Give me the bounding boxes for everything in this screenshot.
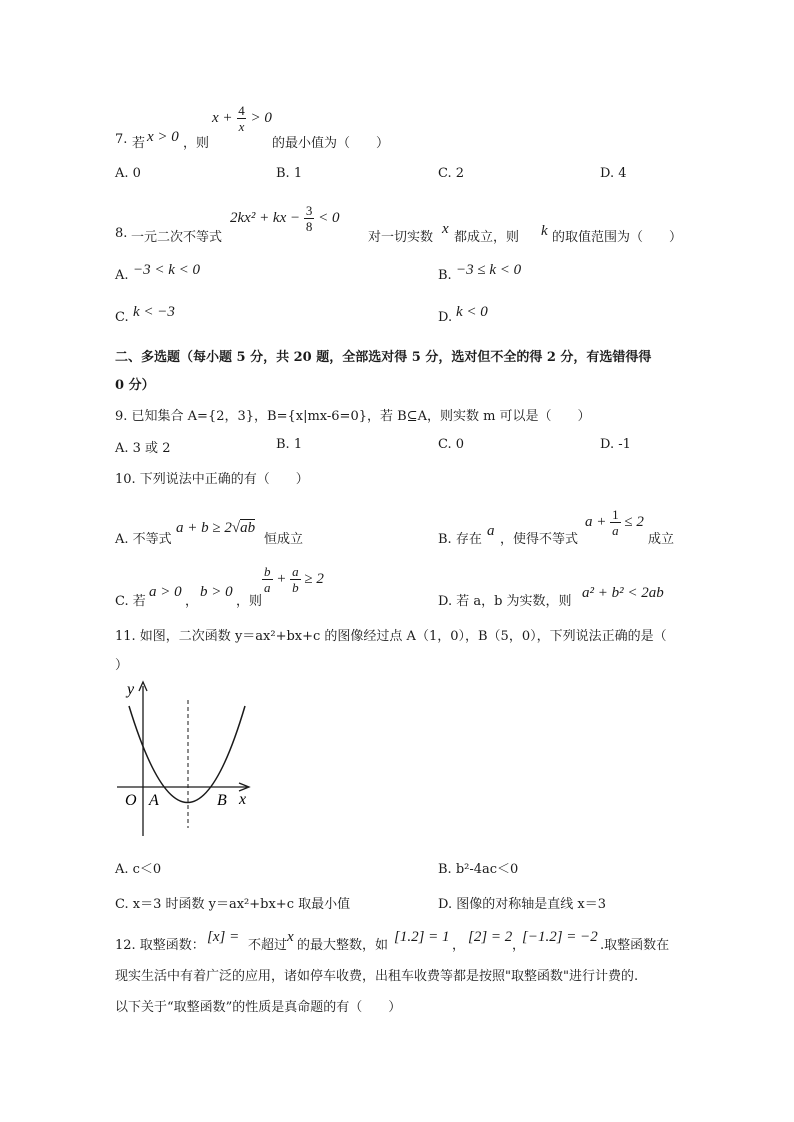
graph-point-b-label: B: [217, 792, 227, 809]
q10-option-d-expr: a² + b² < 2ab: [582, 585, 664, 601]
q10-c-plus: +: [276, 570, 287, 587]
q8-var-x: x: [442, 221, 449, 237]
q11-option-d: D. 图像的对称轴是直线 x＝3: [438, 897, 606, 912]
graph-x-label: x: [239, 791, 247, 808]
q8-stem-middle2: 都成立，则: [454, 230, 520, 245]
q8-stem-prefix: 一元二次不等式: [131, 230, 223, 245]
graph-point-a-label: A: [149, 792, 159, 809]
q8-number: 8.: [115, 226, 128, 241]
q8-stem-suffix: 的取值范围为（ ）: [552, 230, 683, 245]
q11-parabola-graph: [115, 678, 255, 840]
q9-option-c: C. 0: [438, 437, 465, 452]
q11-option-b: B. b²-4ac＜0: [438, 862, 519, 877]
section2-heading-line2: 0 分）: [115, 378, 155, 393]
q7-option-a: A. 0: [115, 166, 141, 181]
q11-stem-line2: ）: [115, 658, 129, 673]
q8-fraction: [304, 204, 315, 233]
q11-option-a: A. c＜0: [115, 862, 162, 877]
q10-c-fraction2: [290, 565, 301, 594]
q9-option-a: A. 3 或 2: [115, 441, 171, 456]
q12-line3: 以下关于“取整函数”的性质是真命题的有（ ）: [115, 1000, 402, 1015]
q12-example-3: [−1.2] = −2: [522, 929, 598, 945]
q10-c-frac1-num: b: [264, 564, 271, 579]
q7-frac-num: 4: [238, 103, 245, 118]
q7-option-d: D. 4: [600, 166, 627, 181]
q10-option-b-label: B. 存在: [438, 532, 482, 547]
q8-option-d-expr: k < 0: [456, 304, 488, 320]
q10-option-c-mid: ，则: [236, 594, 263, 609]
q10-c-fraction1: [262, 565, 273, 594]
q7-expression: [212, 104, 272, 133]
q8-option-b-expr: −3 ≤ k < 0: [456, 262, 522, 278]
q10-b-expr-tail: ≤ 2: [624, 513, 644, 530]
q10-option-a-tail: 恒成立: [264, 532, 304, 547]
q7-stem-suffix: 的最小值为（ ）: [272, 136, 390, 151]
q12-line2: 现实生活中有着广泛的应用，诸如停车收费，出租车收费等都是按照"取整函数"进行计费的.: [115, 969, 639, 984]
q10-b-expr-lead: a +: [585, 513, 607, 530]
q12-example-1: [1.2] = 1: [394, 929, 450, 945]
q10-option-c-label: C. 若: [115, 594, 146, 609]
q12-sep-2: ，: [512, 938, 526, 953]
q8-stem-middle: 对一切实数: [368, 230, 434, 245]
q7-expr-tail: > 0: [250, 109, 272, 126]
q10-option-a-label: A. 不等式: [115, 532, 172, 547]
q9-stem: 9. 已知集合 A={2，3}，B={x|mx-6=0}，若 B⊆A，则实数 m 可以是（ ）: [115, 409, 591, 424]
q10-a-expr-lead: a + b ≥ 2: [176, 520, 232, 536]
q10-option-c-cond1: a > 0: [149, 584, 182, 600]
q7-frac-den: x: [238, 119, 245, 134]
q10-option-b-mid: ，使得不等式: [500, 532, 579, 547]
q12-def-text-b: 的最大整数，如: [297, 938, 389, 953]
q12-def-var: x: [287, 929, 294, 945]
q7-condition: x > 0: [147, 129, 179, 145]
q12-def-text-a: 不超过: [248, 938, 288, 953]
q7-option-c: C. 2: [438, 166, 465, 181]
q7-expr-lead: x +: [212, 109, 233, 126]
q8-option-d-label: D.: [438, 310, 453, 325]
q7-stem-prefix: 若: [132, 136, 146, 151]
q11-option-c: C. x＝3 时函数 y＝ax²+bx+c 取最小值: [115, 897, 351, 912]
q8-frac-num: 3: [305, 203, 313, 218]
q10-a-sqrt-arg: ab: [240, 520, 256, 536]
q10-stem: 10. 下列说法中正确的有（ ）: [115, 472, 309, 487]
q10-option-b-var: a: [487, 523, 495, 539]
q10-c-expr-tail: ≥ 2: [304, 570, 324, 587]
q8-expr-lead: 2kx² + kx −: [230, 209, 301, 226]
q8-option-b-label: B.: [438, 268, 452, 283]
q12-number: 12. 取整函数：: [115, 938, 205, 953]
q8-expr-tail: < 0: [318, 209, 340, 226]
q7-fraction: [236, 104, 247, 133]
graph-y-label: y: [127, 681, 135, 698]
sqrt-icon: √: [231, 520, 241, 536]
q10-b-frac-num: 1: [612, 507, 619, 522]
q8-option-c-expr: k < −3: [133, 304, 175, 320]
q8-option-a-expr: −3 < k < 0: [133, 262, 201, 278]
q12-def-text-c: .取整函数在: [600, 938, 670, 953]
q8-var-k: k: [541, 223, 548, 239]
q9-option-d: D. -1: [600, 437, 631, 452]
q7-number: 7.: [115, 132, 128, 147]
q7-option-b: B. 1: [276, 166, 303, 181]
q10-b-fraction: [610, 508, 621, 537]
q8-frac-den: 8: [305, 219, 313, 234]
q10-c-frac1-den: a: [264, 580, 271, 595]
q10-c-frac2-den: b: [292, 580, 299, 595]
q10-c-frac2-num: a: [292, 564, 299, 579]
q8-expression: [230, 204, 340, 233]
section2-heading-line1: 二、多选题（每小题 5 分，共 20 题，全部选对得 5 分，选对但不全的得 2 分，有选错得得: [115, 350, 652, 365]
q7-stem-then: ，则: [183, 136, 210, 151]
q10-option-d-label: D. 若 a，b 为实数，则: [438, 594, 572, 609]
q10-option-c-expr: [262, 565, 324, 594]
q10-option-c-cond2: b > 0: [200, 584, 233, 600]
q8-option-c-label: C.: [115, 310, 129, 325]
q10-b-frac-den: a: [612, 523, 619, 538]
q10-option-c-sep: ，: [185, 594, 199, 609]
parabola-curve: [129, 706, 245, 803]
q9-option-b: B. 1: [276, 437, 303, 452]
q12-sep-1: ，: [452, 938, 466, 953]
graph-origin-label: O: [125, 792, 137, 809]
q10-option-b-tail: 成立: [648, 532, 675, 547]
q11-stem-line1: 11. 如图，二次函数 y＝ax²+bx+c 的图像经过点 A（1，0），B（5，0），下列说法正确的是（: [115, 629, 667, 644]
q8-option-a-label: A.: [115, 268, 129, 283]
q12-def-expr: [x] =: [207, 929, 240, 945]
q10-option-b-expr: [585, 508, 644, 537]
q10-option-a-expr: [176, 520, 255, 537]
q12-example-2: [2] = 2: [468, 929, 513, 945]
